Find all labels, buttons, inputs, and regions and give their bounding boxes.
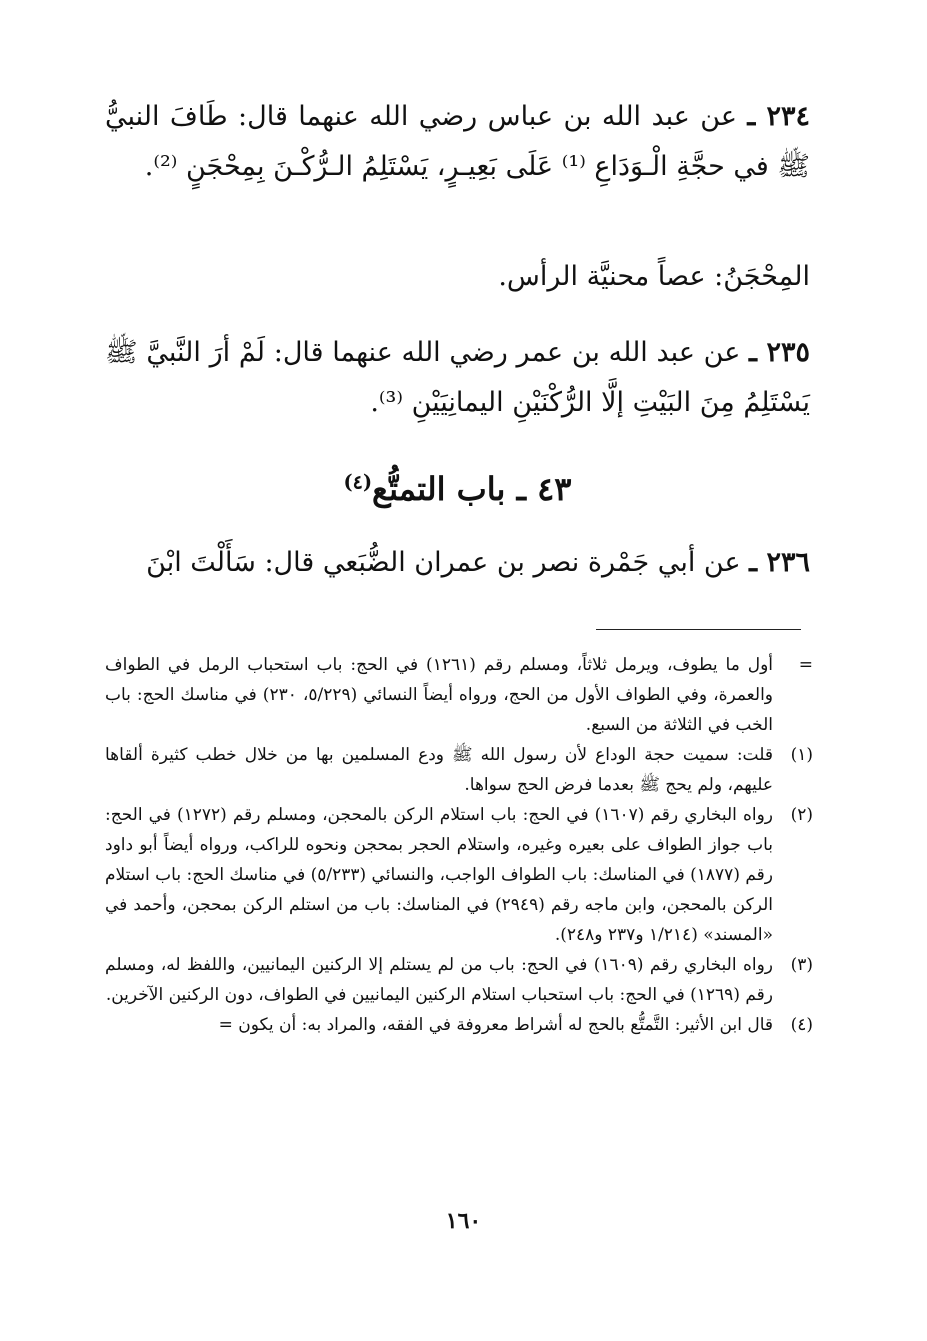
hadith-number: ٢٣٤ ـ: [747, 101, 810, 132]
hadith-235: [105, 328, 810, 428]
footnote-mark: =: [798, 655, 813, 675]
footnote-mark: (٣): [790, 955, 813, 975]
footnote-continuation: [105, 650, 813, 740]
footnote-4: [105, 1010, 813, 1040]
chapter-note-ref: (٤): [343, 470, 373, 494]
footnote-mark: (٤): [790, 1015, 813, 1035]
chapter-heading: [105, 470, 810, 508]
footnotes: [105, 650, 813, 1040]
footnote-text: قال ابن الأثير: التَّمتُّع بالحج له أشراط معروفة في الفقه، والمراد به: أن يكون =: [218, 1015, 773, 1035]
footnote-text: رواه البخاري رقم (١٦٠٩) في الحج: باب من لم يستلم إلا الركنين اليمانيين، واللفظ له، ومسلم رقم (١٢٦٩) في الحج: باب استحباب استلام الركنين اليمانيين في الطواف، دون الركنين الآخرين.: [105, 955, 773, 1005]
footnote-text: رواه البخاري رقم (١٦٠٧) في الحج: باب استلام الركن بالمحجن، ومسلم رقم (١٢٧٢) في الحج: باب جواز الطواف على بعيره وغيره، واستلام الحجر بمحجن ونحوه للراكب، ورواه أيضاً أبو داود رقم (١٨٧٧) في المناسك: باب الطواف الواجب، والنسائي (٥/٢٣٣) في مناسك الحج: باب استلام الركن بالمحجن، وابن ماجه رقم (٢٩٤٩) في المناسك: باب من استلم الركن بمحجن، وأحمد في «المسند» (١/٢١٤ و٢٣٧ و٢٤٨).: [105, 805, 774, 945]
footnote-mark: (٢): [790, 805, 813, 825]
hadith-234: [105, 92, 810, 192]
footnote-separator: [596, 629, 801, 630]
hadith-236: [105, 538, 810, 588]
hadith-number: ٢٣٦ ـ: [749, 547, 810, 578]
hadith-text: عن عبد الله بن عباس رضي الله عنهما قال: طَافَ النبيُّ ﷺ في حجَّةِ الْـوَدَاعِ ⁽¹⁾ عَلَى بَعِيـرٍ، يَسْتَلِمُ الـرُّكْـنَ بِمِحْجَنٍ ⁽²⁾.: [105, 101, 810, 182]
footnote-text: قلت: سميت حجة الوداع لأن رسول الله ﷺ ودع المسلمين بها من خلال خطب كثيرة ألقاها عليهم، ولم يحج ﷺ بعدما فرض الحج سواها.: [105, 745, 773, 795]
hadith-number: ٢٣٥ ـ: [749, 337, 810, 368]
gloss-text: المِحْجَنُ: عصاً محنيَّة الرأس.: [498, 261, 810, 292]
hadith-text: عن عبد الله بن عمر رضي الله عنهما قال: لَمْ أرَ النَّبيَّ ﷺ يَسْتَلِمُ مِنَ البَيْتِ إلَّا الرُّكْنَيْنِ اليمانِيَيْنِ ⁽³⁾.: [105, 337, 810, 418]
chapter-title: ٤٣ ـ باب التمتُّع: [372, 470, 572, 508]
footnote-mark: (١): [790, 745, 813, 765]
footnote-3: [105, 950, 813, 1010]
gloss-mihjan: [105, 255, 810, 299]
footnote-2: [105, 800, 813, 950]
footnote-1: [105, 740, 813, 800]
footnote-text: أول ما يطوف، ويرمل ثلاثاً، ومسلم رقم (١٢٦١) في الحج: باب استحباب الرمل في الطواف والعمرة، وفي الطواف الأول من الحج، ورواه أيضاً النسائي (٥/٢٢٩، ٢٣٠) في مناسك الحج: باب الخب في الثلاثة من السبع.: [105, 655, 774, 735]
hadith-text: عن أبي جَمْرة نصر بن عمران الضُّبَعي قال: سَأَلْتَ ابْنَ: [146, 547, 741, 578]
page-number: ١٦٠: [445, 1208, 482, 1234]
